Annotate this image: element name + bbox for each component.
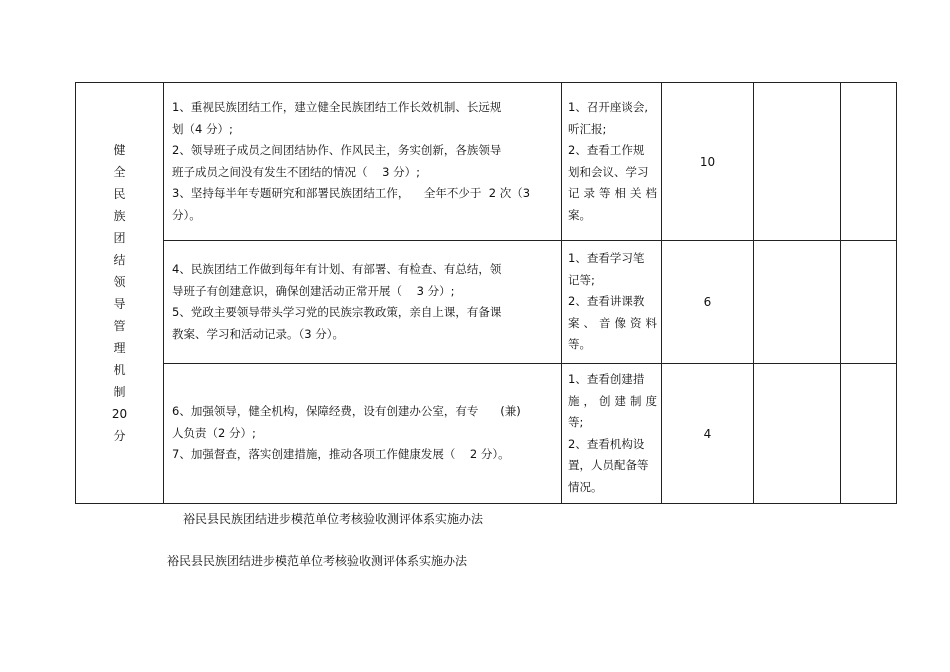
- criteria-cell: [164, 364, 562, 504]
- criteria-line: 1、重视民族团结工作，建立健全民族团结工作长效机制、长远规: [172, 100, 502, 114]
- empty-cell: [754, 364, 841, 504]
- empty-cell: [841, 364, 897, 504]
- category-char: 团: [113, 231, 126, 245]
- criteria-line: 分）。: [172, 207, 201, 222]
- method-line: 1、召开座谈会,: [568, 100, 648, 114]
- method-line: 2、查看机构设: [568, 436, 645, 451]
- method-line: 划和会议、学习: [568, 164, 649, 179]
- method-line: 记录等相关档: [568, 186, 657, 200]
- criteria-line: 2、领导班子成员之间团结协作、作风民主，务实创新，各族领导: [172, 143, 502, 157]
- evaluation-table: [75, 82, 897, 504]
- table-row: [76, 241, 897, 364]
- criteria-line: 班子成员之间没有发生不团结的情况（ 3 分）;: [172, 164, 420, 179]
- table-row: [76, 364, 897, 504]
- category-char: 机: [113, 363, 126, 377]
- score-cell: 4: [662, 364, 754, 504]
- method-line: 等。: [568, 337, 591, 352]
- criteria-line: 4、民族团结工作做到每年有计划、有部署、有检查、有总结，领: [172, 262, 502, 276]
- category-char: 健: [113, 143, 126, 157]
- category-char: 20: [111, 407, 128, 421]
- category-cell: [76, 83, 164, 504]
- criteria-line: 教案、学习和活动记录。（3 分）。: [172, 326, 344, 341]
- criteria-cell: [164, 241, 562, 364]
- criteria-line: 人负责（2 分）;: [172, 425, 256, 440]
- criteria-line: 6、加强领导，健全机构，保障经费，设有创建办公室，有专 (兼): [172, 404, 521, 419]
- method-line: 听汇报;: [568, 121, 607, 136]
- category-char: 分: [113, 429, 126, 443]
- score-cell: 6: [662, 241, 754, 364]
- category-label: [112, 139, 127, 447]
- category-char: 领: [113, 275, 126, 289]
- document-caption: 裕民县民族团结进步模范单位考核验收测评体系实施办法: [167, 554, 468, 568]
- method-line: 案、音像资料: [568, 315, 657, 330]
- empty-cell: [754, 83, 841, 241]
- category-char: 结: [113, 253, 126, 267]
- category-char: 理: [113, 341, 126, 355]
- method-cell: [562, 241, 662, 364]
- category-char: 民: [113, 187, 126, 201]
- method-line: 等;: [568, 415, 584, 429]
- empty-cell: [841, 83, 897, 241]
- category-char: 管: [113, 319, 126, 333]
- category-char: 导: [113, 297, 126, 311]
- method-line: 记等;: [568, 272, 595, 287]
- criteria-line: 3、坚持每半年专题研究和部署民族团结工作， 全年不少于 2 次（3: [172, 186, 531, 200]
- criteria-line: 划（4 分）;: [172, 121, 233, 136]
- method-line: 1、查看学习笔: [568, 251, 645, 266]
- criteria-line: 5、党政主要领导带头学习党的民族宗教政策，亲自上课，有备课: [172, 305, 502, 319]
- document-caption: 裕民县民族团结进步模范单位考核验收测评体系实施办法: [183, 512, 484, 526]
- method-line: 1、查看创建措: [568, 372, 645, 386]
- criteria-line: 7、加强督查，落实创建措施，推动各项工作健康发展（ 2 分）。: [172, 447, 510, 462]
- empty-cell: [754, 241, 841, 364]
- category-char: 全: [113, 165, 126, 179]
- score-cell: 10: [662, 83, 754, 241]
- category-char: 制: [113, 385, 126, 399]
- method-cell: [562, 83, 662, 241]
- method-cell: [562, 364, 662, 504]
- empty-cell: [841, 241, 897, 364]
- method-line: 2、查看讲课教: [568, 294, 645, 309]
- table-row: [76, 83, 897, 241]
- method-line: 2、查看工作规: [568, 143, 645, 157]
- method-line: 情况。: [568, 479, 603, 494]
- method-line: 案。: [568, 207, 591, 222]
- category-char: 族: [113, 209, 126, 223]
- criteria-line: 导班子有创建意识，确保创建活动正常开展（ 3 分）;: [172, 283, 455, 298]
- criteria-cell: [164, 83, 562, 241]
- method-line: 置，人员配备等: [568, 458, 649, 472]
- method-line: 施，创建制度: [568, 393, 657, 408]
